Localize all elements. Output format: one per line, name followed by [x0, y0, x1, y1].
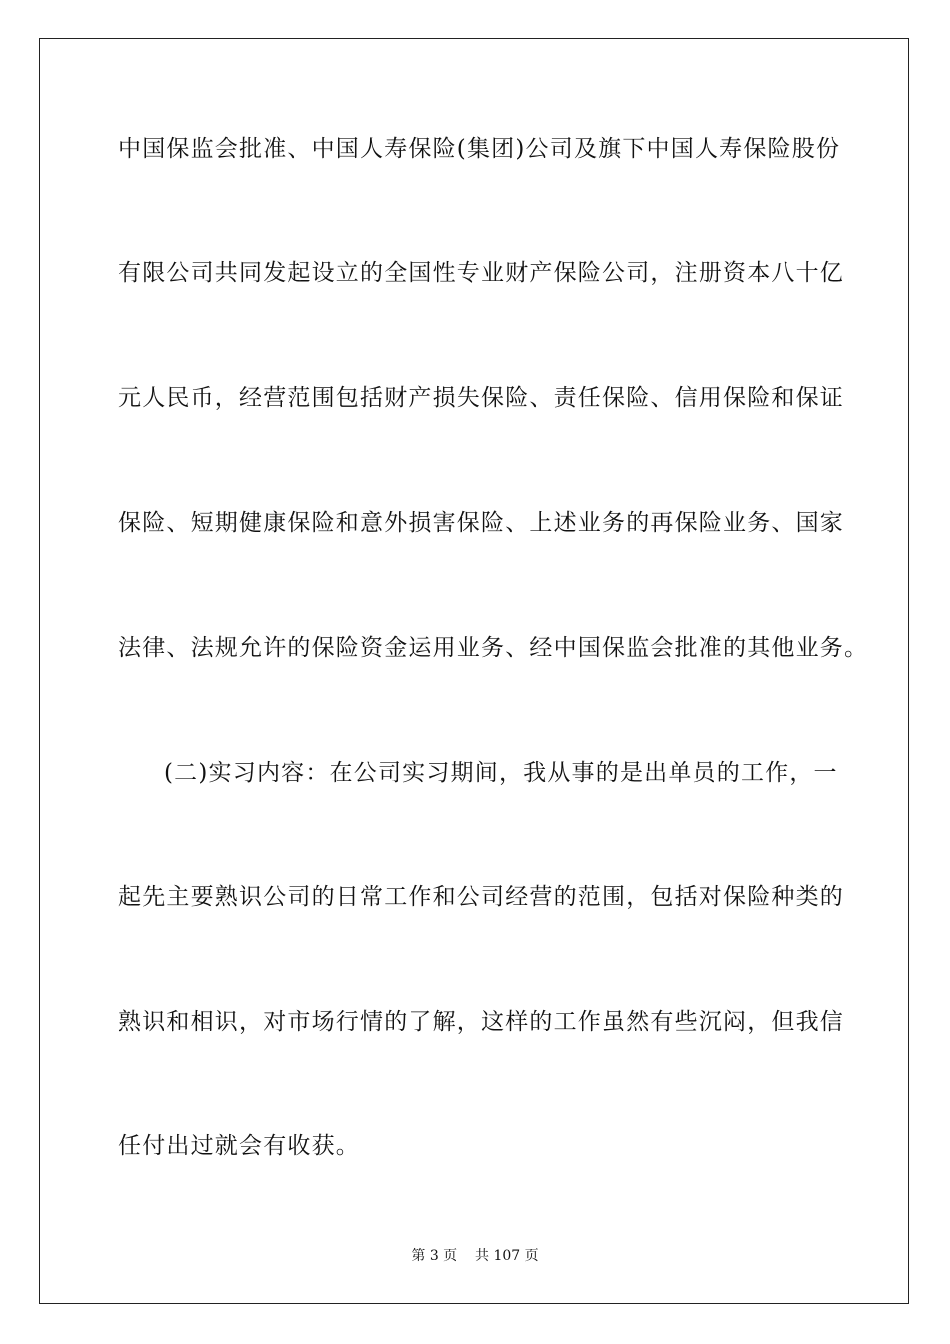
paragraph-line: 任付出过就会有收获。 — [118, 1133, 360, 1159]
paragraph-line: 起先主要熟识公司的日常工作和公司经营的范围，包括对保险种类的 — [118, 884, 844, 910]
page-footer — [0, 1247, 950, 1265]
paragraph-line: 中国保监会批准、中国人寿保险(集团)公司及旗下中国人寿保险股份 — [118, 136, 841, 162]
page-border — [39, 38, 909, 1304]
paragraph-line: 法律、法规允许的保险资金运用业务、经中国保监会批准的其他业务。 — [118, 635, 869, 661]
paragraph-line: 熟识和相识，对市场行情的了解，这样的工作虽然有些沉闷，但我信 — [118, 1009, 844, 1035]
paragraph-line: 有限公司共同发起设立的全国性专业财产保险公司，注册资本八十亿 — [118, 260, 844, 286]
page-number: 第 3 页 — [411, 1248, 458, 1264]
page-total: 共 107 页 — [475, 1248, 539, 1264]
paragraph-line: 保险、短期健康保险和意外损害保险、上述业务的再保险业务、国家 — [118, 510, 844, 536]
paragraph-line: 元人民币，经营范围包括财产损失保险、责任保险、信用保险和保证 — [118, 385, 844, 411]
paragraph-line-indented: (二)实习内容：在公司实习期间，我从事的是出单员的工作，一 — [164, 760, 838, 786]
